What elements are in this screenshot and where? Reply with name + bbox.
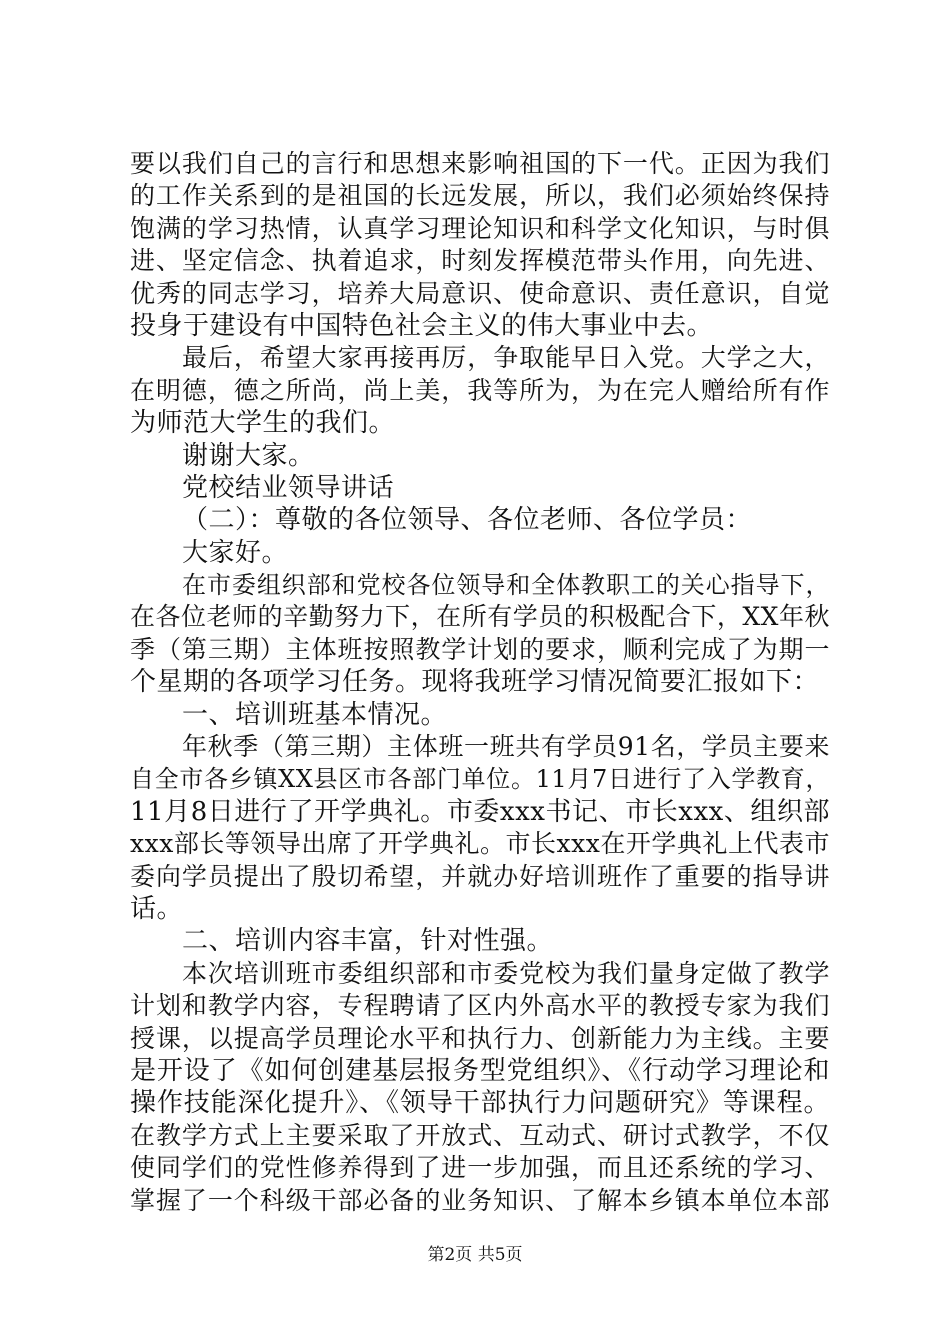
text-line: 年秋季（第三期）主体班一班共有学员91名，学员主要来 (182, 732, 830, 762)
text-line: 授课，以提高学员理论水平和执行力、创新能力为主线。主要 (130, 1023, 830, 1053)
text-line: 在各位老师的辛勤努力下，在所有学员的积极配合下，XX年秋 (130, 602, 830, 632)
text-line: 计划和教学内容，专程聘请了区内外高水平的教授专家为我们 (130, 991, 830, 1021)
text-line: 进、坚定信念、执着追求，时刻发挥模范带头作用，向先进、 (130, 246, 830, 276)
document-body (130, 148, 830, 1217)
text-line: 使同学们的党性修养得到了进一步加强，而且还系统的学习、 (130, 1153, 830, 1183)
text-line: 11月8日进行了开学典礼。市委xxx书记、市长xxx、组织部 (130, 796, 830, 827)
text-line: 季（第三期）主体班按照教学计划的要求，顺利完成了为期一 (130, 634, 830, 664)
text-line: （二）：尊敬的各位领导、各位老师、各位学员： (182, 505, 753, 536)
text-line: 饱满的学习热情，认真学习理论知识和科学文化知识，与时俱 (130, 213, 830, 243)
text-line: 的工作关系到的是祖国的长远发展，所以，我们必须始终保持 (130, 181, 830, 211)
text-line: 投身于建设有中国特色社会主义的伟大事业中去。 (130, 310, 714, 341)
text-line: 优秀的同志学习，培养大局意识、使命意识、责任意识，自觉 (130, 278, 830, 308)
text-line: 一、培训班基本情况。 (182, 699, 448, 730)
text-line: 操作技能深化提升》、《领导干部执行力问题研究》等课程。 (130, 1088, 830, 1119)
text-line: 党校结业领导讲话 (182, 472, 395, 503)
text-line: 在市委组织部和党校各位领导和全体教职工的关心指导下， (182, 571, 830, 600)
text-line: 在明德，德之所尚，尚上美，我等所为，为在完人赠给所有作 (130, 375, 830, 405)
text-line: 为师范大学生的我们。 (130, 408, 396, 439)
text-line: 最后，希望大家再接再厉，争取能早日入党。大学之大， (182, 343, 830, 373)
text-line: 个星期的各项学习任务。现将我班学习情况简要汇报如下： (130, 667, 820, 698)
text-line: 本次培训班市委组织部和市委党校为我们量身定做了教学 (182, 958, 830, 988)
text-line: xxx部长等领导出席了开学典礼。市长xxx在开学典礼上代表市 (130, 829, 830, 859)
text-line: 委向学员提出了殷切希望，并就办好培训班作了重要的指导讲 (130, 861, 830, 891)
text-line: 掌握了一个科级干部必备的业务知识、了解本乡镇本单位本部 (130, 1185, 830, 1215)
text-line: 话。 (130, 893, 184, 924)
page-footer (0, 1240, 950, 1265)
text-line: 自全市各乡镇XX县区市各部门单位。11月7日进行了入学教育， (130, 765, 830, 794)
text-line: 二、培训内容丰富，针对性强。 (182, 926, 554, 957)
text-line: 要以我们自己的言行和思想来影响祖国的下一代。正因为我们 (130, 149, 830, 178)
text-line: 是开设了《如何创建基层报务型党组织》、《行动学习理论和 (130, 1055, 830, 1086)
text-line: 大家好。 (182, 537, 289, 568)
text-line: 在教学方式上主要采取了开放式、互动式、研讨式教学，不仅 (130, 1120, 830, 1150)
page-number-label: 第2页 共5页 (427, 1245, 523, 1265)
text-line: 谢谢大家。 (182, 440, 315, 471)
